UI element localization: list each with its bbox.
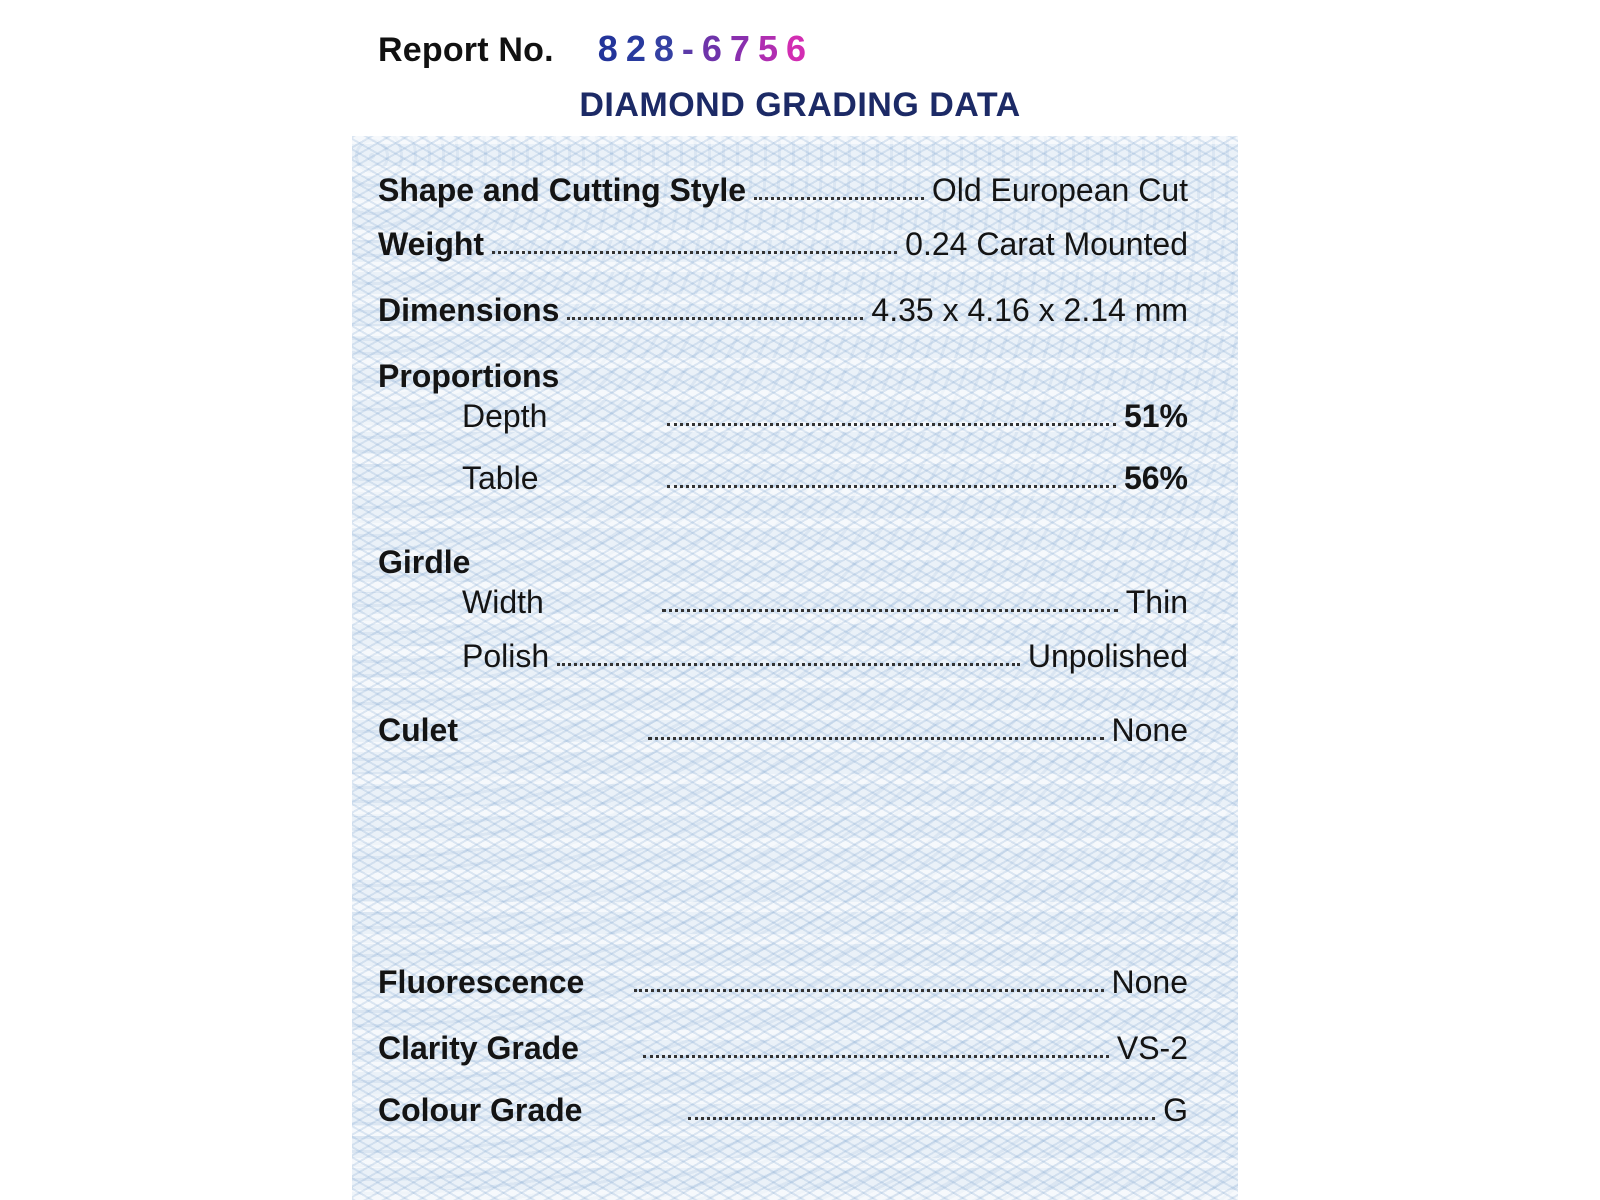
dimensions-row [378,286,1188,326]
fluorescence-value: None [1111,964,1188,1000]
shape-value: Old European Cut [931,172,1188,208]
report-number-char: 5 [757,28,786,69]
report-number-row [378,28,814,78]
shape-row [378,166,1188,206]
leader-dots [557,663,1020,666]
girdle-heading: Girdle [378,544,471,580]
girdle-width-value: Thin [1125,584,1188,620]
clarity-label: Clarity Grade [378,1030,579,1066]
colour-label: Colour Grade [378,1092,583,1128]
clarity-value: VS-2 [1116,1030,1188,1066]
fluorescence-label: Fluorescence [378,964,585,1000]
report-label: Report No. [378,31,554,69]
leader-dots [634,989,1103,992]
leader-dots [754,197,924,200]
report-number-char: 7 [729,28,758,69]
leader-dots [662,609,1118,612]
report-number [598,28,814,70]
leader-dots [667,423,1116,426]
leader-dots [688,1117,1155,1120]
leader-dots [648,737,1104,740]
leader-dots [667,485,1116,488]
girdle-width-row [378,578,1188,618]
girdle-polish-label: Polish [462,638,550,674]
report-number-char: 2 [625,28,654,69]
weight-row [378,220,1188,260]
leader-dots [643,1055,1109,1058]
dimensions-value: 4.35 x 4.16 x 2.14 mm [871,292,1188,328]
clarity-row [378,1024,1188,1064]
table-value: 56% [1123,460,1188,496]
table-label: Table [462,460,539,496]
leader-dots [492,251,897,254]
girdle-polish-row [378,632,1188,672]
depth-value: 51% [1123,398,1188,434]
girdle-polish-value: Unpolished [1027,638,1188,674]
girdle-width-label: Width [462,584,544,620]
table-row [378,454,1188,494]
colour-row [378,1086,1188,1126]
document-title [0,86,1600,125]
report-number-char: 6 [701,28,730,69]
weight-label: Weight [378,226,485,262]
fluorescence-row [378,958,1188,998]
culet-row [378,706,1188,746]
proportions-heading: Proportions [378,358,560,394]
leader-dots [567,317,863,320]
depth-row [378,392,1188,432]
document-title-text: DIAMOND GRADING DATA [579,86,1021,124]
shape-label: Shape and Cutting Style [378,172,747,208]
report-number-char: - [681,28,702,69]
report-number-char: 8 [597,28,626,69]
weight-value: 0.24 Carat Mounted [905,226,1188,262]
dimensions-label: Dimensions [378,292,560,328]
culet-value: None [1111,712,1188,748]
report-number-char: 6 [785,28,814,69]
culet-label: Culet [378,712,458,748]
depth-label: Depth [462,398,548,434]
colour-value: G [1163,1092,1188,1128]
report-number-char: 8 [653,28,682,69]
